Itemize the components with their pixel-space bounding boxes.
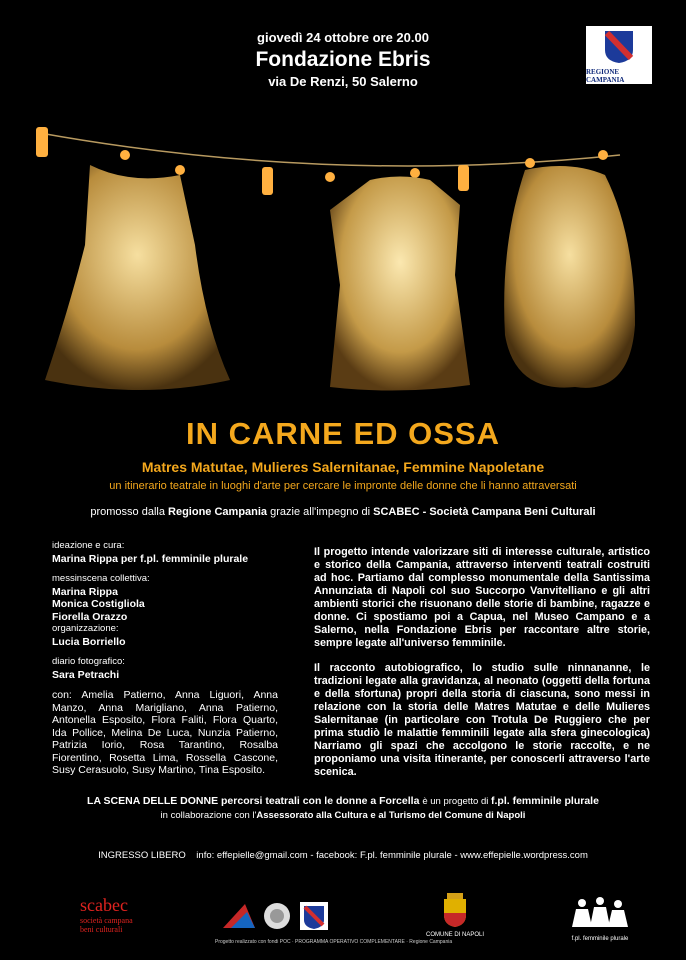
fpl-figures-icon: [570, 895, 630, 931]
fpl-logo: [560, 895, 640, 950]
show-tagline: un itinerario teatrale in luoghi d'arte per cercare le impronte delle donne che li hanno attraversati: [109, 480, 577, 492]
collab-line: [0, 810, 686, 821]
promo-org1: Regione Campania: [168, 506, 268, 518]
staging-name: Fiorella Orazzo: [52, 610, 128, 623]
fpl-text: f.pl. femminile plurale: [571, 936, 629, 942]
credits-column: [52, 540, 278, 777]
event-date: giovedì 24 ottobre ore 20.00: [257, 30, 429, 45]
venue-address: via De Renzi, 50 Salerno: [268, 74, 418, 89]
scena-proj: è un progetto di: [422, 796, 491, 807]
promo-org2: SCABEC - Società Campana Beni Culturali: [373, 506, 596, 518]
idea-name: Marina Rippa: [52, 552, 118, 565]
diary-name: Sara Petrachi: [52, 668, 120, 681]
cast-list: con: Amelia Patierno, Anna Liguori, Anna Manzo, Anna Marigliano, Anna Patierno, Antonella Esposito, Flora Faliti, Flora Quarto, Ida Pollice, Melina De Luca, Nunzia Patierno, Patrizia Iorio, Rosa Tarantino, Rosalba Fiorentino, Rosetta Lima, Rossella Cascone, Susy Cerasuolo, Susy Martino, Tina Esposito.: [52, 689, 278, 776]
scena-line: [0, 795, 686, 807]
show-subtitle: Matres Matutae, Mulieres Salernitanae, Femmine Napoletane: [141, 459, 545, 475]
por-emblems-icon: [215, 898, 360, 934]
org-name: Lucia Borriello: [52, 635, 126, 648]
staging-name: Monica Costigliola: [52, 598, 145, 610]
collab-pre: in collaborazione con l': [160, 810, 257, 821]
scabec-sub1: società campana: [80, 916, 133, 925]
por-text: Progetto realizzato con fondi POC · PROGRAMMA OPERATIVO COMPLEMENTARE · Regione Campania: [215, 939, 453, 945]
venue-name: Fondazione Ebris: [255, 48, 431, 71]
collab-org: Assessorato alla Cultura e al Turismo del Comune di Napoli: [256, 810, 526, 821]
scena-title: LA SCENA DELLE DONNE: [87, 795, 219, 807]
scabec-logo: [80, 895, 150, 955]
description-paragraph-1: Il progetto intende valorizzare siti di interesse culturale, artistico e storico della Campania, attraverso interventi teatrali costruiti ad hoc. Partiamo dal complesso monumentale della Santissima Annunziata di Napoli col suo Succorpo Vanvitelliano e gli altri ambienti storici che risuonano delle storie di bambine, ragazze e donne. Ci spostiamo poi a Capua, nel Museo Campano e a Salerno, nella Fondazione Ebris per raccontare altre storie, sempre legate all'universo femminile.: [314, 546, 650, 649]
idea-label: ideazione e cura:: [52, 540, 125, 551]
napoli-shield-icon: [442, 893, 468, 927]
org-label: organizzazione:: [52, 623, 119, 634]
staging-name: Marina Rippa: [52, 585, 118, 598]
napoli-logo: [420, 893, 490, 948]
region-logo-text: REGIONE CAMPANIA: [586, 68, 625, 84]
promo-line: [0, 506, 686, 518]
regione-campania-logo: [586, 26, 652, 84]
scabec-name: scabec: [80, 895, 128, 915]
por-logos: [215, 898, 453, 948]
idea-suffix: per f.pl. femminile plurale: [117, 552, 249, 565]
promo-pre: promosso dalla: [90, 506, 169, 518]
description-column: [314, 546, 650, 791]
region-shield-icon: [604, 30, 634, 64]
description-paragraph-2: Il racconto autobiografico, lo studio sulle ninnananne, le tradizioni legate alla gravidanza, al neonato (oggetti della fortuna e della sfortuna) propri della storia di ciascuna, sono messi in relazione con la storia delle Matres Matutae e delle Mulieres Salernitanae (in particolare con Trotula De Ruggiero che per prima studiò le malattie femminili legate alla sfera ginecologica) Narriamo gli spazi che accolgono le storie raccolte, e ne proponiamo una visita itinerante, per conoscerli attraverso l'arte scenica.: [314, 662, 650, 778]
diary-label: diario fotografico:: [52, 656, 125, 667]
promo-mid: grazie all'impegno di: [267, 506, 374, 518]
show-title: IN CARNE ED OSSA: [186, 416, 500, 451]
staging-label: messinscena collettiva:: [52, 573, 150, 584]
clothesline-photo: [30, 125, 660, 410]
contacts-line: INGRESSO LIBERO info: effepielle@gmail.com - facebook: F.pl. femminile plurale - www.effepielle.wordpress.com: [98, 850, 588, 861]
scena-org: f.pl. femminile plurale: [491, 795, 599, 807]
scabec-sub2: beni culturali: [80, 925, 123, 934]
scena-mid: percorsi teatrali con le donne a Forcella: [218, 795, 423, 807]
napoli-text: COMUNE DI NAPOLI: [425, 932, 484, 938]
